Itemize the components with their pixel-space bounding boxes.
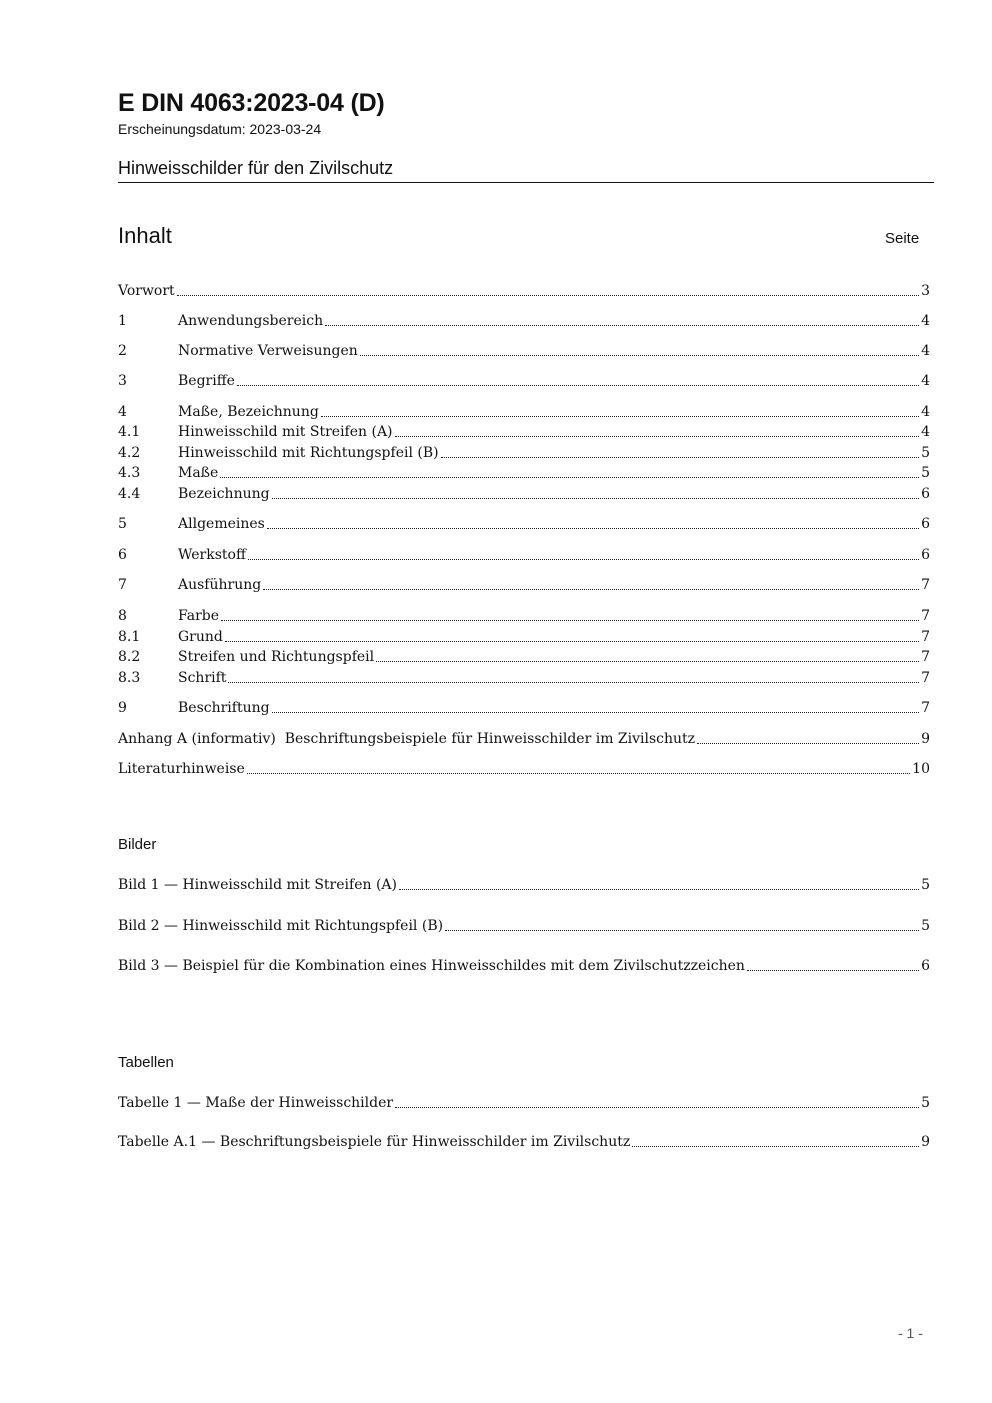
toc-entry-page: 7 <box>921 649 930 665</box>
toc-entry-number: 4.3 <box>118 465 141 481</box>
toc-entry-4-3[interactable] <box>118 462 930 482</box>
toc-entry-vorwort[interactable] <box>118 280 930 300</box>
toc-entry-4-4[interactable] <box>118 483 930 503</box>
dot-leader <box>395 1107 919 1108</box>
figures-heading: Bilder <box>118 836 157 853</box>
dot-leader <box>220 477 919 478</box>
toc-entry-label: Begriffe <box>178 373 235 389</box>
dot-leader <box>272 498 919 499</box>
toc-entry-page: 4 <box>921 373 930 389</box>
toc-entry-label: Beschriftung <box>178 700 270 716</box>
dot-leader <box>697 743 919 744</box>
figure-entry-2[interactable] <box>118 915 930 935</box>
toc-entry-9[interactable] <box>118 697 930 717</box>
dot-leader <box>221 620 919 621</box>
toc-entry-number: 1 <box>118 313 127 329</box>
toc-entry-1[interactable] <box>118 310 930 330</box>
toc-entry-8-2[interactable] <box>118 646 930 666</box>
toc-entry-number: 8.3 <box>118 670 141 686</box>
toc-heading: Inhalt <box>118 223 172 248</box>
table-entry-page: 9 <box>921 1134 930 1150</box>
toc-entry-page: 4 <box>921 343 930 359</box>
toc-entry-5[interactable] <box>118 513 930 533</box>
figure-entry-page: 5 <box>921 877 930 893</box>
toc-entry-number: 4 <box>118 404 127 420</box>
toc-entry-page: 4 <box>921 404 930 420</box>
toc-entry-label: Allgemeines <box>178 516 265 532</box>
toc-entry-label: Hinweisschild mit Streifen (A) <box>178 424 393 440</box>
toc-entry-8-1[interactable] <box>118 626 930 646</box>
table-entry-1[interactable] <box>118 1092 930 1112</box>
toc-entry-page: 5 <box>921 465 930 481</box>
table-entry-label: Tabelle 1 — Maße der Hinweisschilder <box>118 1095 394 1111</box>
toc-entry-label: Vorwort <box>118 283 175 299</box>
toc-entry-page: 6 <box>921 547 930 563</box>
figure-entry-label: Bild 2 — Hinweisschild mit Richtungspfeil (B) <box>118 918 444 934</box>
figure-entry-label: Bild 1 — Hinweisschild mit Streifen (A) <box>118 877 397 893</box>
figure-entry-page: 6 <box>921 958 930 974</box>
toc-entry-label: Maße, Bezeichnung <box>178 404 319 420</box>
toc-entry-label: Anhang A (informativ) Beschriftungsbeispiele für Hinweisschilder im Zivilschutz <box>118 731 696 747</box>
toc-entry-page: 4 <box>921 313 930 329</box>
dot-leader <box>441 457 919 458</box>
figure-entry-page: 5 <box>921 918 930 934</box>
toc-entry-page: 10 <box>912 761 930 777</box>
toc-entry-number: 3 <box>118 373 127 389</box>
dot-leader <box>632 1146 919 1147</box>
toc-entry-literaturhinweise[interactable] <box>118 758 930 778</box>
toc-entry-6[interactable] <box>118 544 930 564</box>
toc-entry-label: Farbe <box>178 608 220 624</box>
dot-leader <box>267 528 919 529</box>
toc-entry-number: 8.2 <box>118 649 141 665</box>
toc-entry-label: Grund <box>178 629 223 645</box>
toc-entry-number: 6 <box>118 547 127 563</box>
table-entry-a1[interactable] <box>118 1131 930 1151</box>
dot-leader <box>228 682 919 683</box>
table-entry-label: Tabelle A.1 — Beschriftungsbeispiele für Hinweisschilder im Zivilschutz <box>118 1134 631 1150</box>
dot-leader <box>263 589 919 590</box>
toc-entry-4-1[interactable] <box>118 421 930 441</box>
dot-leader <box>399 889 919 890</box>
toc-entry-label: Streifen und Richtungspfeil <box>178 649 375 665</box>
toc-entry-number: 9 <box>118 700 127 716</box>
title-divider <box>118 182 934 183</box>
toc-entry-number: 4.4 <box>118 486 141 502</box>
toc-entry-8-3[interactable] <box>118 667 930 687</box>
toc-entry-label: Anwendungsbereich <box>178 313 324 329</box>
toc-entry-label: Werkstoff <box>178 547 246 563</box>
toc-entry-label: Hinweisschild mit Richtungspfeil (B) <box>178 445 439 461</box>
toc-entry-page: 6 <box>921 486 930 502</box>
toc-entry-number: 8 <box>118 608 127 624</box>
toc-entry-2[interactable] <box>118 340 930 360</box>
document-id: E DIN 4063:2023-04 (D) <box>118 89 385 117</box>
dot-leader <box>321 416 919 417</box>
tables-heading: Tabellen <box>118 1054 174 1071</box>
dot-leader <box>177 295 919 296</box>
dot-leader <box>376 661 919 662</box>
toc-entry-page: 7 <box>921 700 930 716</box>
toc-entry-number: 4.2 <box>118 445 141 461</box>
dot-leader <box>248 559 919 560</box>
toc-entry-anhang-a[interactable] <box>118 728 930 748</box>
toc-entry-label: Maße <box>178 465 219 481</box>
document-title: Hinweisschilder für den Zivilschutz <box>118 158 394 178</box>
toc-entry-page: 9 <box>921 731 930 747</box>
toc-entry-page: 3 <box>921 283 930 299</box>
toc-entry-number: 5 <box>118 516 127 532</box>
toc-entry-7[interactable] <box>118 574 930 594</box>
toc-entry-page: 7 <box>921 629 930 645</box>
figure-entry-3[interactable] <box>118 955 930 975</box>
toc-entry-label: Literaturhinweise <box>118 761 245 777</box>
toc-entry-3[interactable] <box>118 370 930 390</box>
page-number: - 1 - <box>898 1325 923 1341</box>
toc-entry-page: 7 <box>921 577 930 593</box>
figure-entry-1[interactable] <box>118 874 930 894</box>
toc-entry-page: 4 <box>921 424 930 440</box>
toc-entry-4[interactable] <box>118 401 930 421</box>
dot-leader <box>247 773 910 774</box>
table-entry-page: 5 <box>921 1095 930 1111</box>
dot-leader <box>395 436 920 437</box>
dot-leader <box>747 970 919 971</box>
toc-entry-page: 7 <box>921 608 930 624</box>
toc-entry-8[interactable] <box>118 605 930 625</box>
toc-entry-label: Schrift <box>178 670 227 686</box>
publication-date: Erscheinungsdatum: 2023-03-24 <box>118 121 322 137</box>
toc-entry-label: Bezeichnung <box>178 486 270 502</box>
toc-entry-page: 7 <box>921 670 930 686</box>
toc-entry-4-2[interactable] <box>118 442 930 462</box>
toc-entry-page: 5 <box>921 445 930 461</box>
dot-leader <box>445 930 919 931</box>
toc-entry-label: Normative Verweisungen <box>178 343 358 359</box>
dot-leader <box>360 355 919 356</box>
dot-leader <box>225 641 919 642</box>
toc-entry-number: 8.1 <box>118 629 141 645</box>
toc-entry-label: Ausführung <box>178 577 262 593</box>
dot-leader <box>237 385 919 386</box>
toc-entry-page: 6 <box>921 516 930 532</box>
toc-entry-number: 4.1 <box>118 424 141 440</box>
page-column-label: Seite <box>885 230 920 247</box>
figure-entry-label: Bild 3 — Beispiel für die Kombination eines Hinweisschildes mit dem Zivilschutzzeichen <box>118 958 745 974</box>
toc-entry-number: 2 <box>118 343 127 359</box>
dot-leader <box>272 712 919 713</box>
dot-leader <box>325 325 919 326</box>
toc-entry-number: 7 <box>118 577 127 593</box>
